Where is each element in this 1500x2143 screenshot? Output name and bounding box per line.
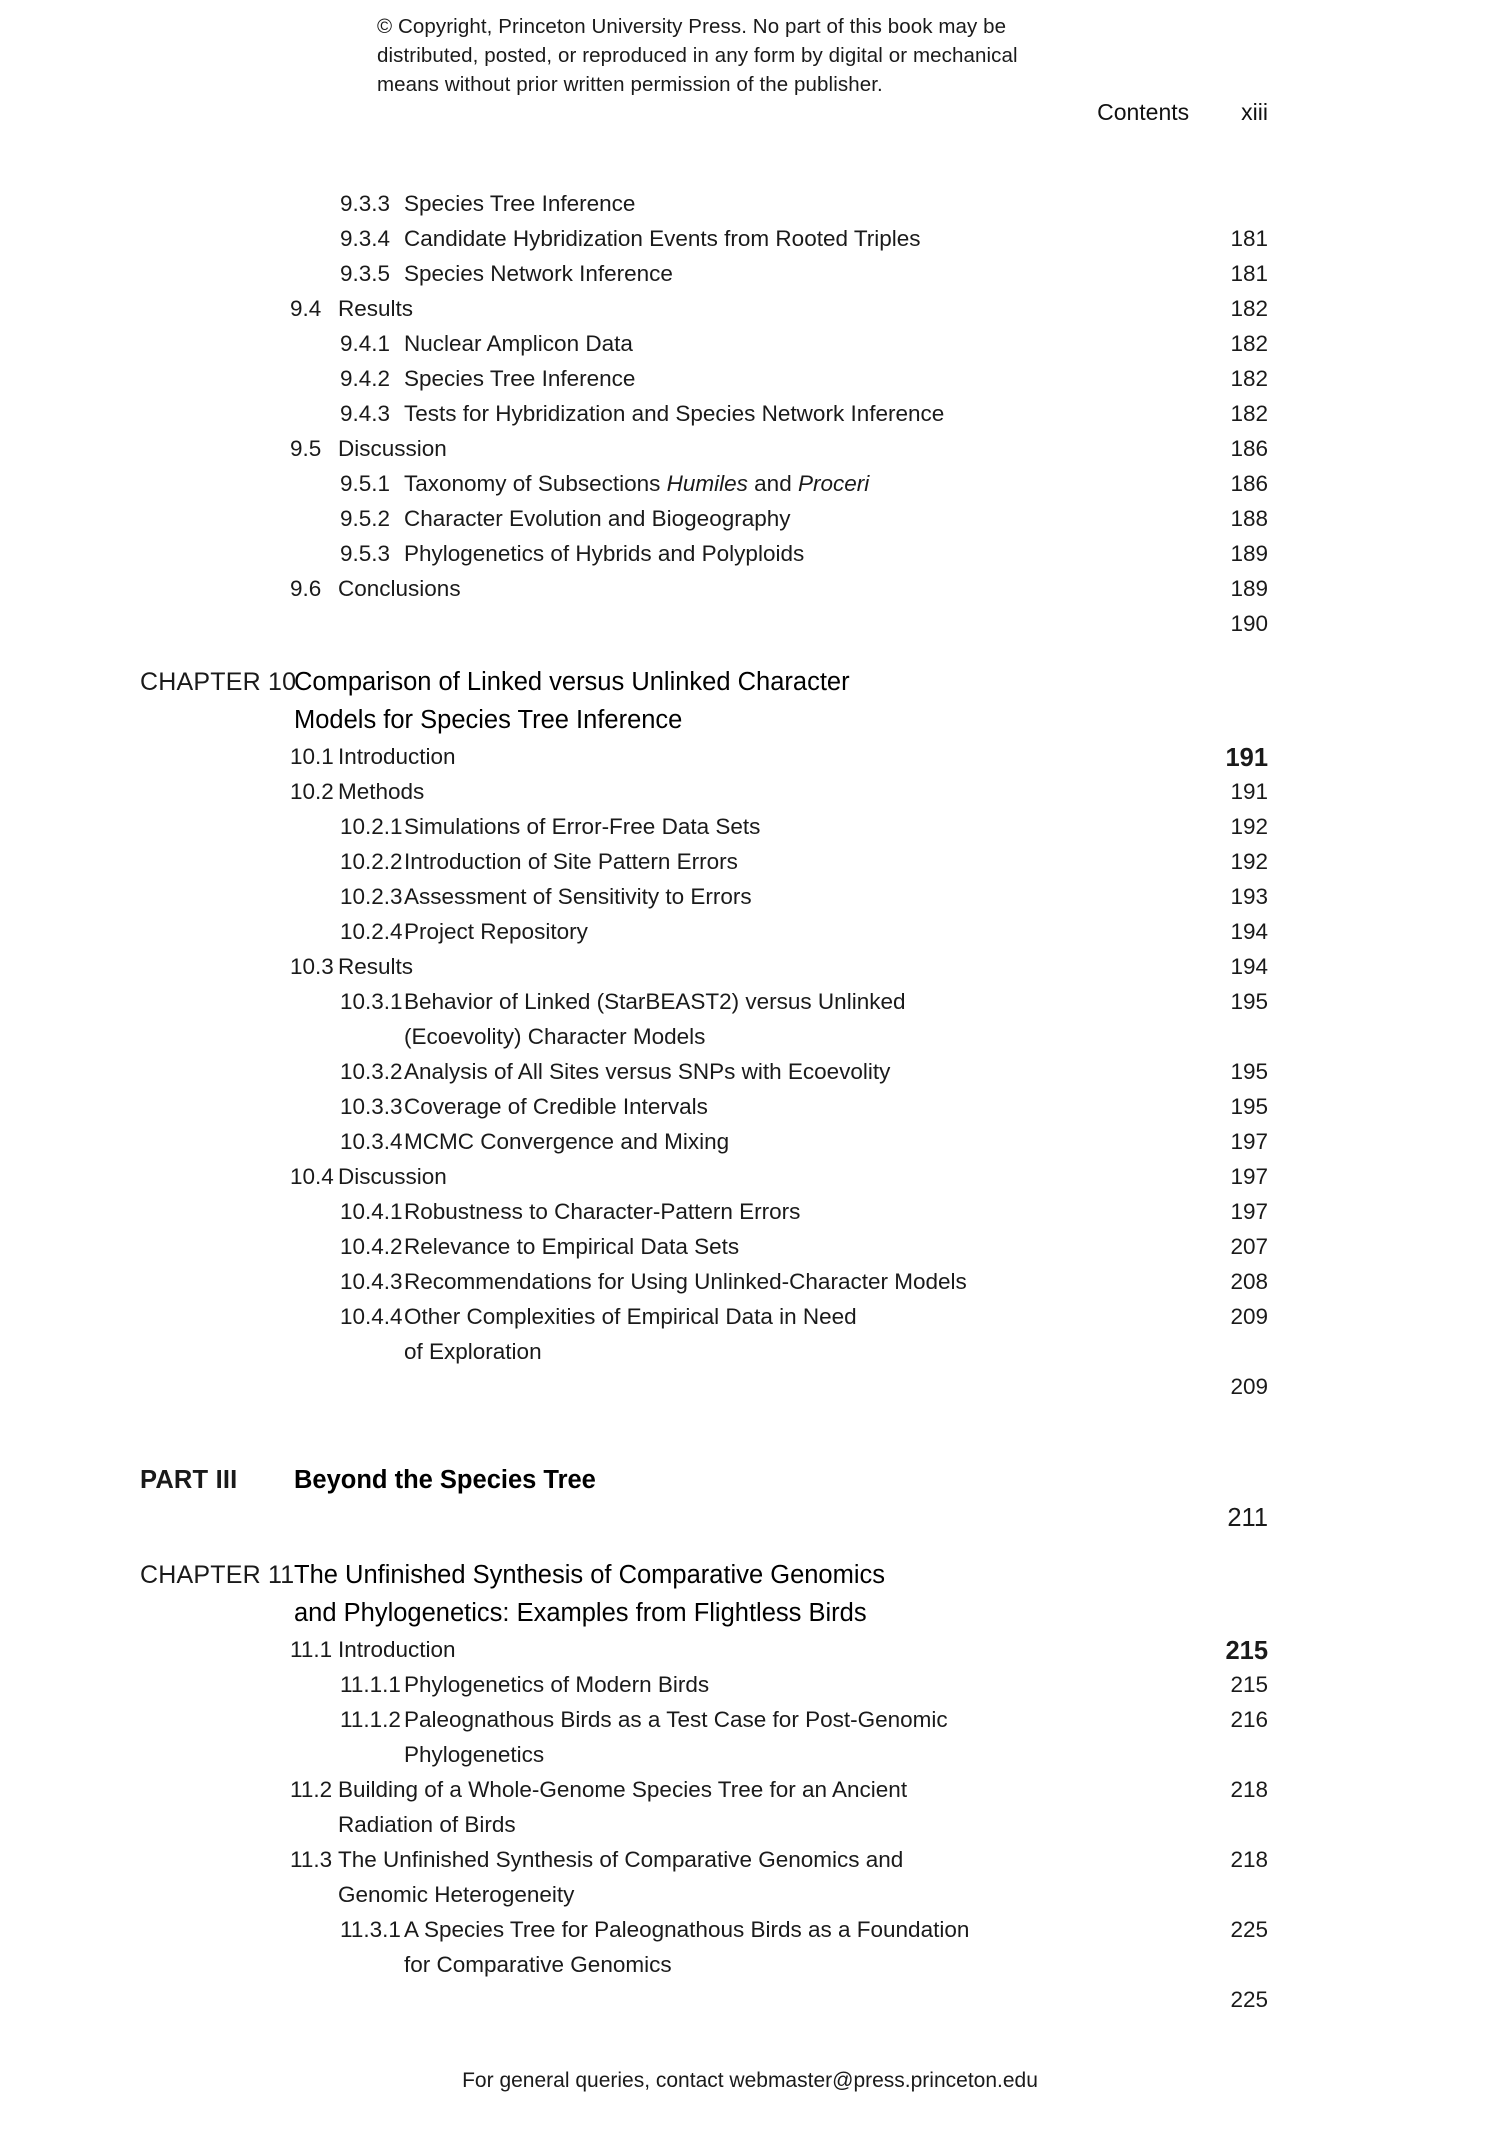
toc-entry-title: Behavior of Linked (StarBEAST2) versus Unlinked [404,989,906,1014]
toc-entry-section[interactable] [0,571,1268,636]
toc-entry-number: 10.4.2 [340,1234,403,1259]
toc-entry-number: 10.3.4 [340,1129,403,1154]
toc-entry-number: 10.3.3 [340,1094,403,1119]
toc-entry-section[interactable] [0,1842,1268,1877]
toc-entry-page-number: 190 [1230,611,1268,636]
toc-entry-page-number: 181 [1230,226,1268,251]
toc-entry-page-number: 209 [1230,1304,1268,1329]
toc-entry-title: Robustness to Character-Pattern Errors [404,1199,801,1224]
toc-entry-page-number: 197 [1230,1164,1268,1189]
toc-entry-number: 10.3.2 [340,1059,403,1084]
toc-entry-title: for Comparative Genomics [404,1952,672,1977]
toc-entry-page-number: 191 [1225,744,1268,772]
toc-entry-number: 9.3.4 [340,226,391,251]
toc-entry-title [404,466,1268,501]
toc-entry-number: 10.4.3 [340,1269,403,1294]
toc-entry-page-number: 193 [1230,884,1268,909]
toc-entry-page-number: 211 [1227,1504,1268,1532]
toc-entry-page-number: 218 [1230,1847,1268,1872]
toc-entry-page-number: 191 [1230,779,1268,804]
toc-entry-page-number: 195 [1230,1059,1268,1084]
running-head-label: Contents [1097,99,1190,125]
toc-entry-number: 11.1.2 [340,1707,401,1732]
toc-entry-title: Species Tree Inference [404,366,636,391]
toc-entry-page-number: 182 [1230,401,1268,426]
copyright-line-1: © Copyright, Princeton University Press. No part of this book may be [377,15,1007,38]
running-head-page-number: xiii [1241,99,1268,125]
toc-entry-title: Project Repository [404,919,588,944]
toc-entry-title: Results [338,954,414,979]
toc-entry-title: Species Tree Inference [404,191,636,216]
toc-entry-title: Introduction [338,1637,456,1662]
toc-entry-page-number: 216 [1230,1707,1268,1732]
toc-entry-page-number: 207 [1230,1234,1268,1259]
species-name: Proceri [797,471,870,496]
toc-entry-number: 10.2.3 [340,884,403,909]
copyright-notice [377,12,1137,99]
toc-entry-page-number: 215 [1230,1672,1268,1697]
toc-entry-number: 9.3.3 [340,191,391,216]
toc-entry-number: 9.3.5 [340,261,391,286]
toc-entry-number: PART III [140,1466,238,1494]
toc-entry-page-number: 194 [1230,919,1268,944]
table-of-contents [0,186,1500,2012]
toc-entry-title: Discussion [338,1164,447,1189]
toc-entry-page-number: 192 [1230,849,1268,874]
toc-entry-number: 10.2.2 [340,849,403,874]
toc-entry-page-number: 225 [1230,1917,1268,1942]
toc-entry-page-number: 182 [1230,366,1268,391]
toc-entry-title: Candidate Hybridization Events from Rooted Triples [404,226,921,251]
copyright-line-2: distributed, posted, or reproduced in any form by digital or mechanical [377,44,1018,67]
section-spacer [0,1369,1500,1399]
toc-entry-page-number: 188 [1230,506,1268,531]
toc-entry-number: 10.3 [290,954,334,979]
toc-entry-page-number: 181 [1230,261,1268,286]
toc-entry-number: 10.4.1 [340,1199,403,1224]
toc-entry-number: 9.5.3 [340,541,391,566]
toc-entry-number: 11.1.1 [340,1672,401,1697]
toc-entry-subsection-continuation[interactable] [0,1334,1268,1399]
toc-entry-number: 9.4.2 [340,366,391,391]
toc-entry-title: Coverage of Credible Intervals [404,1094,708,1119]
toc-entry-subsection[interactable] [0,1702,1268,1737]
title-text: and [747,471,798,496]
toc-entry-title: Tests for Hybridization and Species Network Inference [404,401,945,426]
toc-entry-subsection-continuation[interactable] [0,1947,1268,2012]
toc-entry-title: Radiation of Birds [338,1812,516,1837]
toc-entry-title: Assessment of Sensitivity to Errors [404,884,752,909]
toc-entry-title: Character Evolution and Biogeography [404,506,791,531]
toc-entry-title: Beyond the Species Tree [294,1466,596,1494]
toc-entry-number: 10.4 [290,1164,334,1189]
toc-entry-number: 9.6 [290,576,322,601]
toc-entry-chapter[interactable] [0,663,1268,701]
toc-entry-page-number: 186 [1230,471,1268,496]
toc-entry-page-number: 208 [1230,1269,1268,1294]
toc-entry-part[interactable] [0,1461,1268,1532]
toc-entry-subsection[interactable] [0,1299,1268,1334]
toc-entry-title: Conclusions [338,576,461,601]
toc-entry-title: The Unfinished Synthesis of Comparative Genomics and [338,1847,904,1872]
toc-entry-number: 11.1 [290,1637,333,1662]
toc-entry-page-number: 218 [1230,1777,1268,1802]
toc-entry-number: 10.4.4 [340,1304,403,1329]
toc-entry-title: Methods [338,779,425,804]
toc-entry-number: 9.5.2 [340,506,391,531]
toc-entry-number: 11.3.1 [340,1917,401,1942]
species-name: Humiles [666,471,748,496]
toc-entry-title: Phylogenetics of Modern Birds [404,1672,710,1697]
toc-entry-title: Other Complexities of Empirical Data in Need [404,1304,857,1329]
running-head [0,99,1268,126]
toc-entry-page-number: 197 [1230,1129,1268,1154]
toc-entry-number: 10.2.1 [340,814,403,839]
toc-entry-number: 9.4.3 [340,401,391,426]
toc-entry-title: Simulations of Error-Free Data Sets [404,814,761,839]
toc-entry-title: Comparison of Linked versus Unlinked Character [294,668,850,696]
section-spacer [0,1499,1500,1511]
toc-entry-title: Introduction of Site Pattern Errors [404,849,738,874]
toc-entry-title: Species Network Inference [404,261,673,286]
toc-entry-title: Phylogenetics [404,1742,545,1767]
toc-entry-title: (Ecoevolity) Character Models [404,1024,706,1049]
toc-entry-page-number: 209 [1230,1374,1268,1399]
toc-entry-title: Genomic Heterogeneity [338,1882,575,1907]
toc-entry-title: of Exploration [404,1339,542,1364]
toc-entry-number: 11.3 [290,1847,333,1872]
toc-entry-number: 9.4.1 [340,331,391,356]
toc-entry-subsection[interactable] [0,984,1268,1019]
toc-entry-title: Discussion [338,436,447,461]
toc-entry-title: Analysis of All Sites versus SNPs with Ecoevolity [404,1059,891,1084]
copyright-line-3: means without prior written permission of the publisher. [377,73,883,96]
toc-entry-title: Nuclear Amplicon Data [404,331,633,356]
toc-entry-title: The Unfinished Synthesis of Comparative Genomics [294,1561,886,1589]
toc-entry-title: Paleognathous Birds as a Test Case for Post-Genomic [404,1707,948,1732]
toc-entry-number: 10.2 [290,779,334,804]
toc-entry-number: 9.5.1 [340,471,391,496]
toc-entry-title: Introduction [338,744,456,769]
toc-entry-subsection[interactable] [0,1912,1268,1947]
toc-entry-title: Building of a Whole-Genome Species Tree for an Ancient [338,1777,908,1802]
toc-entry-number: 10.2.4 [340,919,403,944]
toc-entry-page-number: 195 [1230,989,1268,1014]
toc-entry-title: Results [338,296,414,321]
toc-entry-page-number: 225 [1230,1987,1268,2012]
toc-entry-number: 11.2 [290,1777,333,1802]
toc-entry-chapter[interactable] [0,1556,1268,1594]
page-footer: For general queries, contact webmaster@press.princeton.edu [462,2069,1038,2092]
toc-entry-number: 9.5 [290,436,322,461]
toc-entry-title: Relevance to Empirical Data Sets [404,1234,740,1259]
toc-entry-number: 10.1 [290,744,334,769]
toc-entry-title: Phylogenetics of Hybrids and Polyploids [404,541,805,566]
toc-entry-number: CHAPTER 10 [140,668,297,696]
toc-entry-title: Models for Species Tree Inference [294,706,683,734]
toc-entry-number: 10.3.1 [340,989,403,1014]
toc-entry-number: 9.4 [290,296,322,321]
toc-entry-page-number: 192 [1230,814,1268,839]
toc-entry-page-number: 189 [1230,541,1268,566]
toc-entry-page-number: 194 [1230,954,1268,979]
toc-entry-title: and Phylogenetics: Examples from Flightless Birds [294,1599,867,1627]
toc-entry-number: CHAPTER 11 [140,1561,295,1589]
toc-entry-title: A Species Tree for Paleognathous Birds as a Foundation [404,1917,970,1942]
section-spacer [0,606,1500,618]
toc-entry-title: MCMC Convergence and Mixing [404,1129,730,1154]
toc-entry-section[interactable] [0,1772,1268,1807]
toc-entry-page-number: 182 [1230,331,1268,356]
toc-entry-page-number: 195 [1230,1094,1268,1119]
toc-entry-page-number: 182 [1230,296,1268,321]
toc-entry-page-number: 197 [1230,1199,1268,1224]
toc-entry-page-number: 215 [1225,1637,1268,1665]
toc-entry-title: Recommendations for Using Unlinked-Character Models [404,1269,967,1294]
toc-entry-page-number: 189 [1230,576,1268,601]
title-text: Taxonomy of Subsections [404,471,667,496]
toc-entry-page-number: 186 [1230,436,1268,461]
